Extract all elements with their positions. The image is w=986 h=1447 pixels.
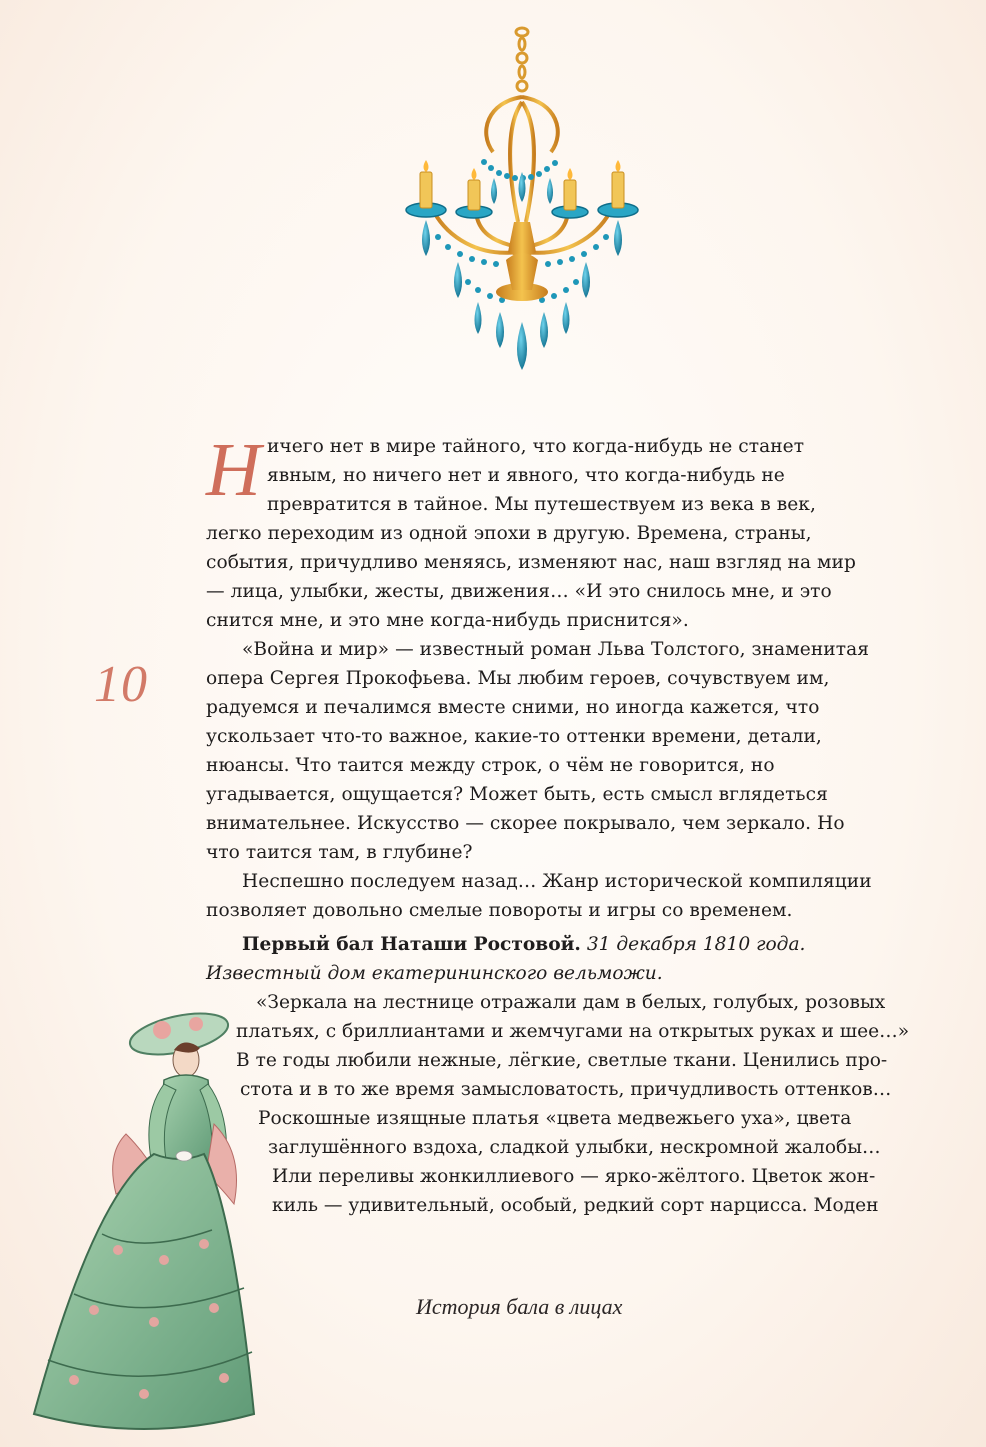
section-line: «Зеркала на лестнице отражали дам в белых, голубых, розовых: [256, 992, 886, 1013]
drop-cap: Н: [206, 428, 261, 512]
section-line: Или переливы жонкиллиевого — ярко-жёлтого. Цветок жон-: [272, 1166, 876, 1187]
page-number: 10: [94, 656, 148, 713]
section-title: Первый бал Наташи Ростовой.: [242, 934, 581, 955]
section-line: киль — удивительный, особый, редкий сорт нарцисса. Моден: [272, 1195, 879, 1216]
victorian-lady-illustration: [14, 1004, 264, 1444]
intro-paragraph-1: [206, 428, 874, 635]
intro-text: [206, 428, 874, 925]
intro-paragraph-3: Неспешно последуем назад… Жанр исторической компиляции позволяет довольно смелые повороты и игры со временем.: [206, 871, 872, 921]
intro-paragraph-1-text: ичего нет в мире тайного, что когда-нибудь не станет явным, но ничего нет и явного, что когда-нибудь не превратится в тайное. Мы путешествуем из века в век, легко переходим из одной эпохи в другую. Времена, страны, события, причудливо меняясь, изменяют нас, наш взгляд на мир — лица, улыбки, жесты, движения… «И это снилось мне, и это снится мне, и это мне когда-нибудь приснится».: [206, 436, 856, 631]
section-line: стота и в то же время замысловатость, причудливость оттенков…: [240, 1079, 892, 1100]
chandelier-illustration: [398, 22, 648, 392]
section-subtitle: 31 декабря 1810 года. Известный дом екатерининского вельможи.: [206, 934, 806, 984]
section-line: заглушённого вздоха, сладкой улыбки, нескромной жалобы…: [268, 1137, 881, 1158]
section-line: платьях, с бриллиантами и жемчугами на открытых руках и шее…»: [236, 1021, 910, 1042]
section-heading: [206, 930, 874, 988]
intro-paragraph-2: «Война и мир» — известный роман Льва Толстого, знаменитая опера Сергея Прокофьева. Мы любим героев, сочувствуем им, радуемся и печалимся вместе сними, но иногда кажется, что ускользает что-то важное, какие-то оттенки времени, детали, нюансы. Что таится между строк, о чём не говорится, но угадывается, ощущается? Может быть, есть смысл вглядеться внимательнее. Искусство — скорее покрывало, чем зеркало. Но что таится там, в глубине?: [206, 639, 870, 863]
running-footer: История бала в лицах: [416, 1294, 623, 1319]
section-line: Роскошные изящные платья «цвета медвежьего уха», цвета: [258, 1108, 852, 1129]
section-line: В те годы любили нежные, лёгкие, светлые ткани. Ценились про-: [236, 1050, 888, 1071]
